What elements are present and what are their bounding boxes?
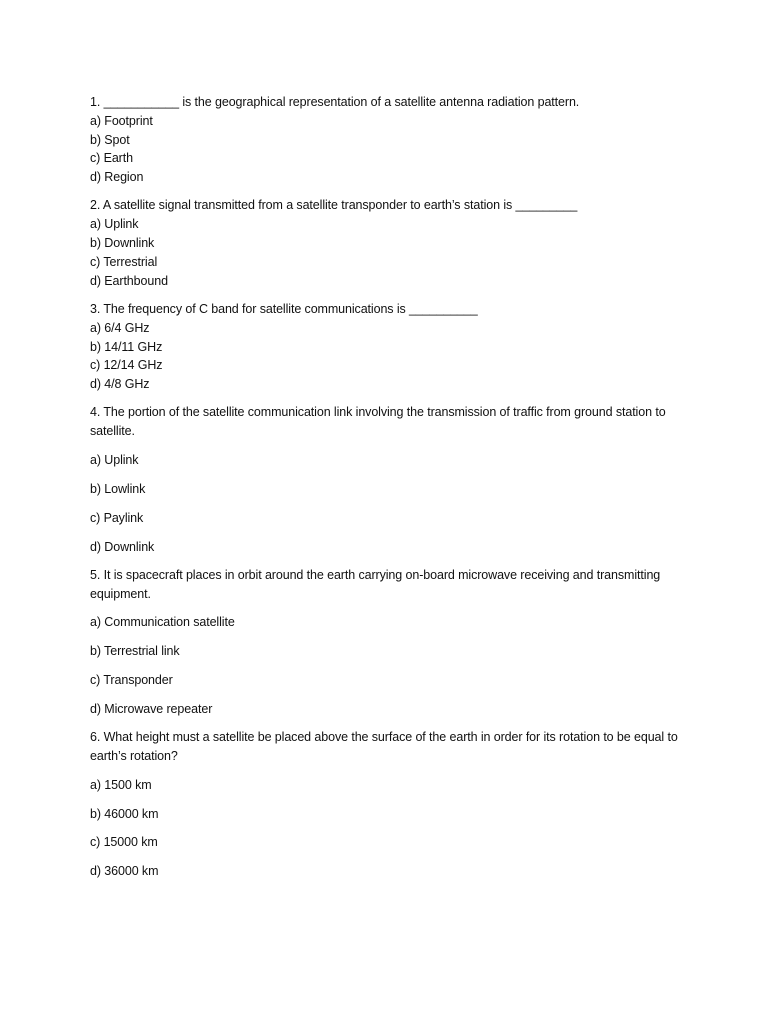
option-d: d) 4/8 GHz bbox=[90, 377, 150, 392]
question-text: 2. A satellite signal transmitted from a satellite transponder to earth’s station is _________ bbox=[90, 198, 578, 213]
answer-options bbox=[90, 319, 680, 394]
question-text: 1. ___________ is the geographical representation of a satellite antenna radiation pattern. bbox=[90, 95, 580, 109]
option-a: a) Uplink bbox=[90, 452, 139, 467]
answer-options bbox=[90, 776, 680, 882]
option-a: a) 1500 km bbox=[90, 777, 152, 792]
option-c: c) Earth bbox=[90, 151, 133, 166]
option-c: c) 12/14 GHz bbox=[90, 358, 163, 373]
question-6 bbox=[90, 728, 680, 881]
option-b: b) 46000 km bbox=[90, 806, 159, 821]
question-4 bbox=[90, 403, 680, 556]
question-5 bbox=[90, 566, 680, 719]
question-2 bbox=[90, 196, 680, 290]
answer-options bbox=[90, 112, 680, 187]
option-c: c) Paylink bbox=[90, 510, 144, 525]
question-text: 4. The portion of the satellite communication link involving the transmission of traffic from ground station to satellite. bbox=[90, 405, 666, 439]
option-b: b) Spot bbox=[90, 132, 130, 147]
option-b: b) 14/11 GHz bbox=[90, 339, 163, 354]
option-a: a) Footprint bbox=[90, 113, 153, 128]
question-3 bbox=[90, 300, 680, 394]
question-1 bbox=[90, 93, 680, 187]
option-d: d) 36000 km bbox=[90, 864, 159, 879]
answer-options bbox=[90, 613, 680, 719]
option-a: a) Uplink bbox=[90, 217, 139, 232]
option-a: a) Communication satellite bbox=[90, 615, 235, 630]
answer-options bbox=[90, 215, 680, 290]
option-c: c) Transponder bbox=[90, 673, 173, 688]
answer-options bbox=[90, 451, 680, 557]
option-d: d) Downlink bbox=[90, 539, 155, 554]
document-page bbox=[90, 93, 680, 891]
option-b: b) Lowlink bbox=[90, 481, 146, 496]
option-d: d) Region bbox=[90, 170, 144, 185]
option-b: b) Terrestrial link bbox=[90, 644, 180, 659]
option-b: b) Downlink bbox=[90, 236, 155, 251]
option-d: d) Earthbound bbox=[90, 273, 168, 288]
option-c: c) Terrestrial bbox=[90, 254, 158, 269]
question-text: 6. What height must a satellite be placed above the surface of the earth in order for its rotation to be equal to earth’s rotation? bbox=[90, 730, 678, 764]
option-c: c) 15000 km bbox=[90, 835, 158, 850]
question-text: 3. The frequency of C band for satellite communications is __________ bbox=[90, 301, 478, 316]
option-a: a) 6/4 GHz bbox=[90, 320, 150, 335]
question-text: 5. It is spacecraft places in orbit around the earth carrying on-board microwave receiving and transmitting equipment. bbox=[90, 567, 661, 601]
option-d: d) Microwave repeater bbox=[90, 702, 213, 717]
